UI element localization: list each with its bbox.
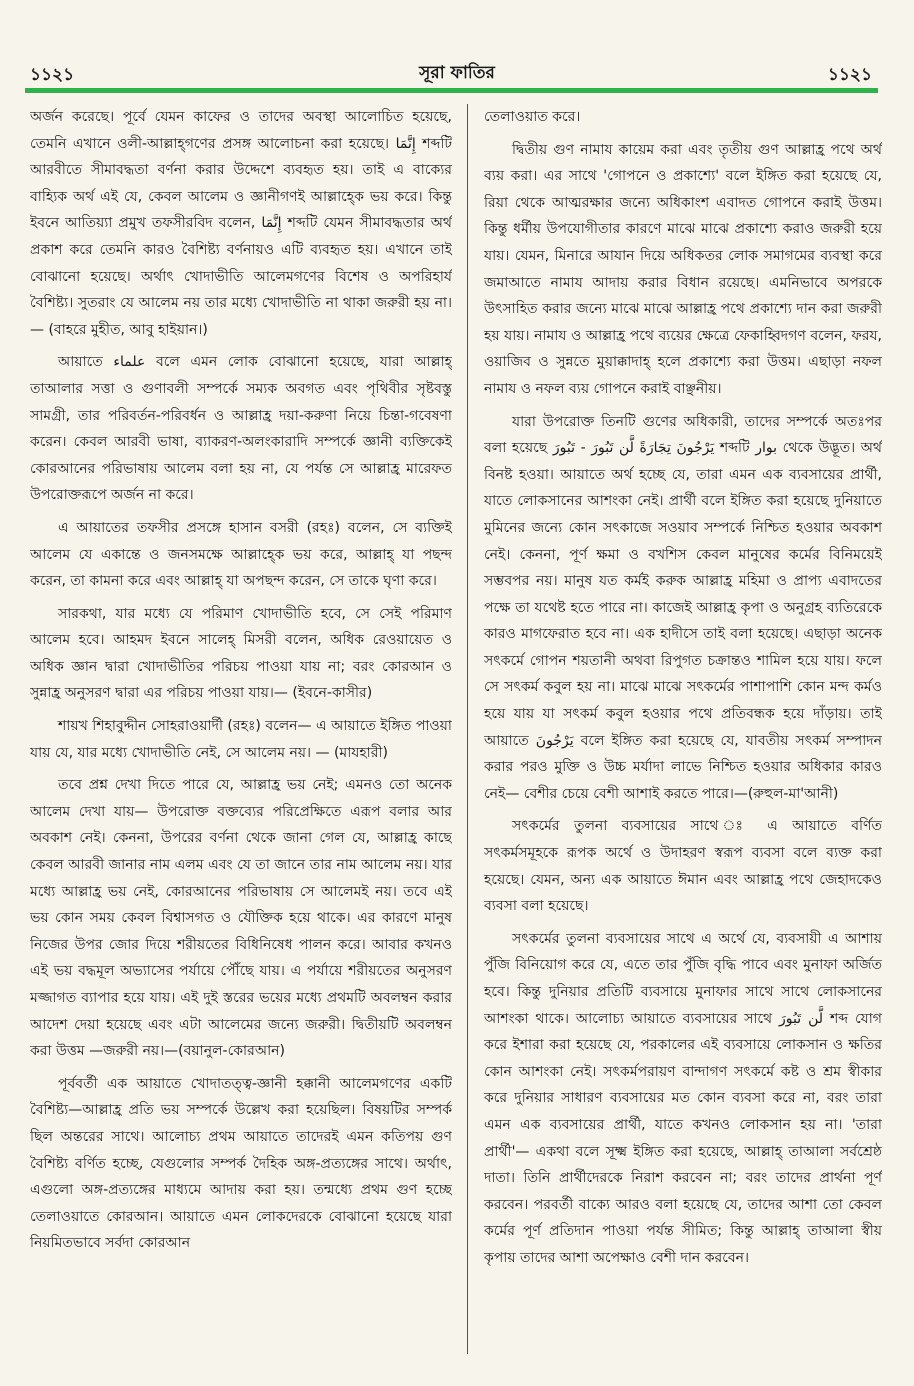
paragraph: সারকথা, যার মধ্যে যে পরিমাণ খোদাভীতি হবে, সে সেই পরিমাণ আলেম হবে। আহমদ ইবনে সালেহ্ মিসরী বলেন, অধিক রেওয়ায়েত ও অধিক জ্ঞান দ্বারা খোদাভীতির পরিচয় পাওয়া যায় না; বরং কোরআন ও সুন্নাহ্র অনুসরণ দ্বারা এর পরিচয় পাওয়া যায়।— (ইবনে-কাসীর) xyxy=(30,605,452,702)
page-number-right: ১১২১ xyxy=(827,65,872,85)
right-column xyxy=(484,104,882,1364)
paragraph: তবে প্রশ্ন দেখা দিতে পারে যে, আল্লাহ্র ভয় নেই; এমনও তো অনেক আলেম দেখা যায়— উপরোক্ত বক্তব্যের পরিপ্রেক্ষিতে এরূপ বলার আর অবকাশ নেই। কেননা, উপরের বর্ণনা থেকে জানা গেল যে, আল্লাহ্র কাছে কেবল আরবী জানার নাম এলম এবং যে তা জানে তার নাম আলেম নয়। যার মধ্যে আল্লাহ্র ভয় নেই, কোরআনের পরিভাষায় সে আলেমই নয়। তবে এই ভয় কোন সময় কেবল বিশ্বাসগত ও যৌক্তিক হয়ে থাকে। এর কারণে মানুষ নিজের উপর জোর দিয়ে শরীয়তের বিধিনিষেধ পালন করে। আবার কখনও এই ভয় বদ্ধমূল অভ্যাসের পর্যায়ে পৌঁছে যায়। এ পর্যায়ে শরীয়তের অনুসরণ মজ্জাগত ব্যাপার হয়ে যায়। এই দুই স্তরের ভয়ের মধ্যে প্রথমটি অবলম্বন করার আদেশ দেয়া হয়েছে এবং এটা আলেমের জন্যে জরুরী। দ্বিতীয়টি অবলম্বন করা উত্তম —জরুরী নয়।—(বয়ানুল-কোরআন) xyxy=(30,777,452,1060)
paragraph: অর্জন করেছে। পূর্বে যেমন কাফের ও তাদের অবস্থা আলোচিত হয়েছে, তেমনি এখানে ওলী-আল্লাহ্গণের প্রসঙ্গ আলোচনা করা হয়েছে। إِنَّمَا শব্দটি আরবীতে সীমাবদ্ধতা বর্ণনা করার উদ্দেশে ব্যবহৃত হয়। তাই এ বাক্যের বাহ্যিক অর্থ এই যে, কেবল আলেম ও জ্ঞানীগণই আল্লাহ্কে ভয় করে। কিন্তু ইবনে আতিয়্যা প্রমুখ তফসীরবিদ বলেন, إِنَّمَا শব্দটি যেমন সীমাবদ্ধতার অর্থ প্রকাশ করে তেমনি কারও বৈশিষ্ট্য বর্ণনায়ও এটি ব্যবহৃত হয়। এখানে তাই বোঝানো হয়েছে। অর্থাৎ খোদাভীতি আলেমগণের বিশেষ ও অপরিহার্য বৈশিষ্ট্য। সুতরাং যে আলেম নয় তার মধ্যে খোদাভীতি না থাকা জরুরী হয় না।— (বাহরে মুহীত, আবু হাইয়ান।) xyxy=(30,109,452,338)
paragraph: পূর্ববর্তী এক আয়াতে খোদাতত্ত্ব-জ্ঞানী হক্কানী আলেমগণের একটি বৈশিষ্ট্য—আল্লাহ্র প্রতি ভয় সম্পর্কে উল্লেখ করা হয়েছিল। বিষয়টির সম্পর্ক ছিল অন্তরের সাথে। আলোচ্য প্রথম আয়াতে তাদেরই এমন কতিপয় গুণ বৈশিষ্ট্য বর্ণিত হচ্ছে, যেগুলোর সম্পর্ক দৈহিক অঙ্গ-প্রত্যঙ্গের সাথে। অর্থাৎ, এগুলো অঙ্গ-প্রত্যঙ্গের মাধ্যমে আদায় করা হয়। তন্মধ্যে প্রথম গুণ হচ্ছে তেলাওয়াতে কোরআন। আয়াতে এমন লোকদেরকে বোঝানো হয়েছে যারা নিয়মিতভাবে সর্বদা কোরআন xyxy=(30,1075,452,1252)
paragraph: সৎকর্মের তুলনা ব্যবসায়ের সাথে এ অর্থে যে, ব্যবসায়ী এ আশায় পুঁজি বিনিয়োগ করে যে, এতে তার পুঁজি বৃদ্ধি পাবে এবং মুনাফা অর্জিত হবে। কিন্তু দুনিয়ার প্রতিটি ব্যবসায়ে মুনাফার সাথে সাথে লোকসানের আশংকা থাকে। আলোচ্য আয়াতে ব্যবসায়ের সাথে لَّن تَبُورَ শব্দ যোগ করে ইশারা করা হয়েছে যে, পরকালের এই ব্যবসায়ে লোকসান ও ক্ষতির কোন আশংকা নেই। সৎকর্মপরায়ণ বান্দাগণ সৎকর্মে কষ্ট ও শ্রম স্বীকার করে দুনিয়ার সাধারণ ব্যবসায়ের মত কোন ব্যবসা করে না, বরং তারা এমন এক ব্যবসায়ের প্রার্থী, যাতে কখনও লোকসান হয় না। 'তারা প্রার্থী'— একথা বলে সূক্ষ্ম ইঙ্গিত করা হয়েছে, আল্লাহ্ তাআলা সর্বশ্রেষ্ঠ দাতা। তিনি প্রার্থীদেরকে নিরাশ করবেন না; বরং তাদের প্রার্থনা পূর্ণ করবেন। পরবর্তী বাক্যে আরও বলা হয়েছে যে, তাদের আশা তো কেবল কর্মের পূর্ণ প্রতিদান পাওয়া পর্যন্ত সীমিত; কিন্তু আল্লাহ্ তাআলা স্বীয় কৃপায় তাদের আশা অপেক্ষাও বেশী দান করবেন। xyxy=(484,930,882,1266)
paragraph: দ্বিতীয় গুণ নামায কায়েম করা এবং তৃতীয় গুণ আল্লাহ্র পথে অর্থ ব্যয় করা। এর সাথে 'গোপনে ও প্রকাশ্যে' বলে ইঙ্গিত করা হয়েছে যে, রিয়া থেকে আত্মরক্ষার জন্যে অধিকাংশ এবাদত গোপনে করাই উত্তম। কিন্তু ধর্মীয় উপযোগীতার কারণে মাঝে মাঝে প্রকাশ্যে করাও জরুরী হয়ে যায়। যেমন, মিনারে আযান দিয়ে অধিকতর লোক সমাগমের ব্যবস্থা করে জমাআতে নামায আদায় করার বিধান রয়েছে। এমনিভাবে অপরকে উৎসাহিত করার জন্যে মাঝে মাঝে আল্লাহ্র পথে প্রকাশ্যে দান করা জরুরী হয় যায়। নামায ও আল্লাহ্র পথে ব্যয়ের ক্ষেত্রে ফেকাহ্বিদগণ বলেন, ফরয, ওয়াজিব ও সুন্নতে মুয়াক্কাদাহ্ হলে প্রকাশ্যে করা উত্তম। এছাড়া নফল নামায ও নফল ব্যয় গোপনে করাই বাঞ্ছনীয়। xyxy=(484,141,882,397)
paragraph: যারা উপরোক্ত তিনটি গুণের অধিকারী, তাদের সম্পর্কে অতঃপর বলা হয়েছে يَرْجُونَ تِجَارَةً لَّن تَبُورَ - تَبُورَ শব্দটি بوار থেকে উদ্ভূত। অর্থ বিনষ্ট হওয়া। আয়াতে অর্থ হচ্ছে যে, তারা এমন এক ব্যবসায়ের প্রার্থী, যাতে লোকসানের আশংকা নেই। প্রার্থী বলে ইঙ্গিত করা হয়েছে দুনিয়াতে মুমিনের জন্যে কোন সৎকাজে সওয়াব সম্পর্কে নিশ্চিত হওয়ার অবকাশ নেই। কেননা, পূর্ণ ক্ষমা ও বখশিস কেবল মানুষের কর্মের বিনিময়েই সম্ভবপর নয়। মানুষ যত কর্মই করুক আল্লাহ্র মহিমা ও প্রাপ্য এবাদতের পক্ষে তা যথেষ্ট হতে পারে না। কাজেই আল্লাহ্র কৃপা ও অনুগ্রহ ব্যতিরেকে কারও মাগফেরাত হবে না। এক হাদীসে তাই বলা হয়েছে। এছাড়া অনেক সৎকর্মে গোপন শয়তানী অথবা রিপুগত চক্রান্তও শামিল হয়ে যায়। ফলে সে সৎকর্ম কবুল হয় না। মাঝে মাঝে সৎকর্মের পাশাপাশি কোন মন্দ কর্মও হয়ে যায় যা সৎকর্ম কবুল হওয়ার পথে প্রতিবন্ধক হয়ে দাঁড়ায়। তাই আয়াতে يَرْجُونَ বলে ইঙ্গিত করা হয়েছে যে, যাবতীয় সৎকর্ম সম্পাদন করার পরও মুক্তি ও উচ্চ মর্যাদা লাভে নিশ্চিত হওয়ার অধিকার কারও নেই— বেশীর চেয়ে বেশী আশাই করতে পারে।—(রুহুল-মা'আনী) xyxy=(484,413,882,802)
left-column xyxy=(30,104,452,1364)
section-heading-paragraph: সৎকর্মের তুলনা ব্যবসায়ের সাথে ঃ এ আয়াতে বর্ণিত সৎকর্মসমূহকে রূপক অর্থে ও উদাহরণ স্বরূপ ব্যবসা বলে ব্যক্ত করা হয়েছে। যেমন, অন্য এক আয়াতে ঈমান এবং আল্লাহ্র পথে জেহাদকেও ব্যবসা বলা হয়েছে। xyxy=(484,818,882,915)
paragraph: তেলাওয়াত করে। xyxy=(484,109,581,125)
paragraph: এ আয়াতের তফসীর প্রসঙ্গে হাসান বসরী (রহঃ) বলেন, সে ব্যক্তিই আলেম যে একান্তে ও জনসমক্ষে আল্লাহ্কে ভয় করে, আল্লাহ্ যা পছন্দ করেন, তা কামনা করে এবং আল্লাহ্ যা অপছন্দ করেন, সে তাকে ঘৃণা করে। xyxy=(30,519,452,590)
surah-title: সূরা ফাতির xyxy=(419,63,495,83)
page-number-left: ১১২১ xyxy=(30,65,75,85)
header-rule xyxy=(25,88,878,93)
column-divider xyxy=(467,104,468,1354)
paragraph: শায়খ শিহাবুদ্দীন সোহরাওয়ার্দী (রহঃ) বলেন— এ আয়াতে ইঙ্গিত পাওয়া যায় যে, যার মধ্যে খোদাভীতি নেই, সে আলেম নয়। — (মাযহারী) xyxy=(30,718,452,761)
page-header xyxy=(0,0,914,90)
paragraph: আয়াতে علماء বলে এমন লোক বোঝানো হয়েছে, যারা আল্লাহ্ তাআলার সত্তা ও গুণাবলী সম্পর্কে সম্যক অবগত এবং পৃথিবীর সৃষ্টবস্তু সামগ্রী, তার পরিবর্তন-পরিবর্ধন ও আল্লাহ্র দয়া-করুণা নিয়ে চিন্তা-গবেষণা করেন। কেবল আরবী ভাষা, ব্যাকরণ-অলংকারাদি সম্পর্কে জ্ঞানী ব্যক্তিকেই কোরআনের পরিভাষায় আলেম বলা হয় না, যে পর্যন্ত সে আল্লাহ্র মারেফত উপরোক্তরূপে অর্জন না করে। xyxy=(30,354,452,504)
